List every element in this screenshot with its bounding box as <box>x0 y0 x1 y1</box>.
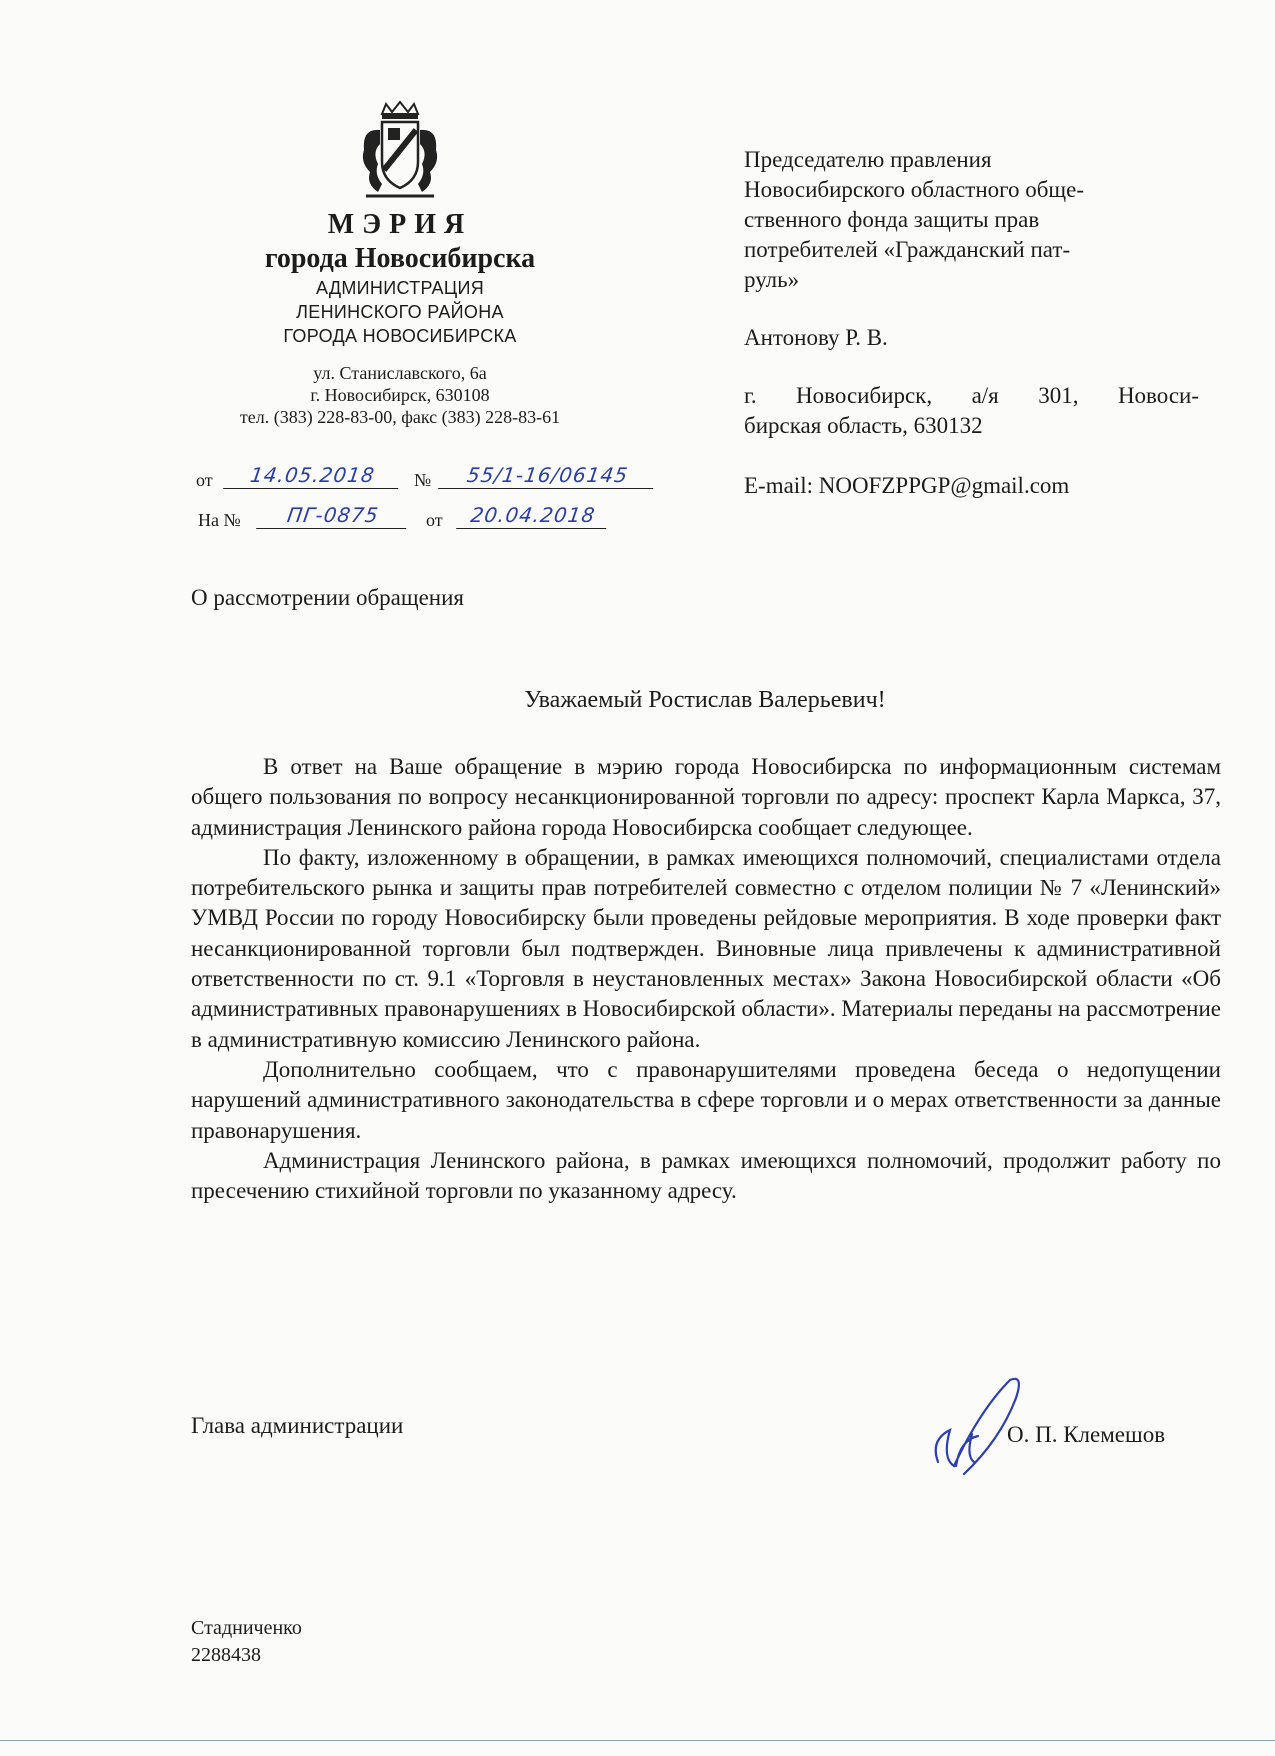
signatory-name: О. П. Клемешов <box>1007 1422 1166 1447</box>
addressee-postal-line: г. Новосибирск, а/я 301, Новоси- <box>744 383 1199 408</box>
addressee-line: Председателю правления <box>744 147 992 172</box>
body-paragraph: В ответ на Ваше обращение в мэрию города Новосибирска по информационным системам общего пользования по вопросу несанкционированной торговли по адресу: проспект Карла Маркса, 37, администрация Ленинского района города Новосибирска сообщает следующее. <box>191 754 1221 840</box>
org-city: города Новосибирска <box>264 243 536 274</box>
date-label: от <box>196 470 213 490</box>
address-block <box>180 362 620 428</box>
signatory-title: Глава администрации <box>191 1413 404 1438</box>
org-main: МЭРИЯ <box>327 209 473 240</box>
ref-label: На № <box>198 510 241 530</box>
body-paragraph: Администрация Ленинского района, в рамках имеющихся полномочий, продолжит работу по пресечению стихийной торговли по указанному адресу. <box>191 1147 1221 1204</box>
number-label: № <box>414 470 432 490</box>
executor-block <box>191 1615 302 1669</box>
addressee-line: Новосибирского областного обще- <box>744 177 1085 202</box>
addressee-postal-line: бирская область, 630132 <box>744 413 983 438</box>
address-phones: тел. (383) 228-83-00, факс (383) 228-83-61 <box>239 407 561 427</box>
dept-line-2: ЛЕНИНСКОГО РАЙОНА <box>296 302 504 322</box>
letter-subject: О рассмотрении обращения <box>191 585 464 610</box>
letterhead <box>180 100 620 428</box>
executor-name: Стадниченко <box>191 1617 302 1639</box>
addressee-line: потребителей «Гражданский пат- <box>744 237 1071 262</box>
dept-line-3: ГОРОДА НОВОСИБИРСКА <box>283 326 517 346</box>
body-paragraph: Дополнительно сообщаем, что с правонарушителями проведена беседа о недопущении нарушений административного законодательства в сфере торговли и о мерах ответственности за данные правонарушения. <box>191 1056 1221 1143</box>
addressee-block <box>744 145 1199 501</box>
date-value: 14.05.2018 <box>223 462 402 489</box>
address-city: г. Новосибирск, 630108 <box>310 385 490 405</box>
address-street: ул. Станиславского, 6а <box>313 363 487 383</box>
addressee-name: Антонову Р. В. <box>744 325 888 350</box>
ref-value: ПГ-0875 <box>256 502 410 529</box>
coat-of-arms-icon <box>352 100 448 200</box>
ref-date-value: 20.04.2018 <box>456 502 610 529</box>
number-value: 55/1-16/06145 <box>438 462 657 489</box>
dept-line-1: АДМИНИСТРАЦИЯ <box>315 278 485 298</box>
executor-phone: 2288438 <box>191 1644 261 1666</box>
addressee-postal <box>744 381 1199 441</box>
page-bottom-rule <box>0 1740 1275 1741</box>
addressee-line: руль» <box>744 267 800 292</box>
ref-date-label: от <box>426 510 443 530</box>
body-paragraph: По факту, изложенному в обращении, в рамках имеющихся полномочий, специалистами отдела потребительского рынка и защиты прав потребителей совместно с отделом полиции № 7 «Ленинский» УМВД России по городу Новосибирску были проведены рейдовые мероприятия. В ходе проверки факт несанкционированной торговли был подтвержден. Виновные лица привлечены к административной ответственности по ст. 9.1 «Торговля в неустановленных местах» Закона Новосибирской области «Об административных правонарушениях в Новосибирской области». Материалы переданы на рассмотрение в административную комиссию Ленинского района. <box>191 844 1221 1052</box>
addressee-email: E-mail: NOOFZPPGP@gmail.com <box>744 473 1070 498</box>
addressee-line: ственного фонда защиты прав <box>744 207 1040 232</box>
letter-body <box>191 752 1221 1206</box>
salutation: Уважаемый Ростислав Валерьевич! <box>524 687 886 713</box>
